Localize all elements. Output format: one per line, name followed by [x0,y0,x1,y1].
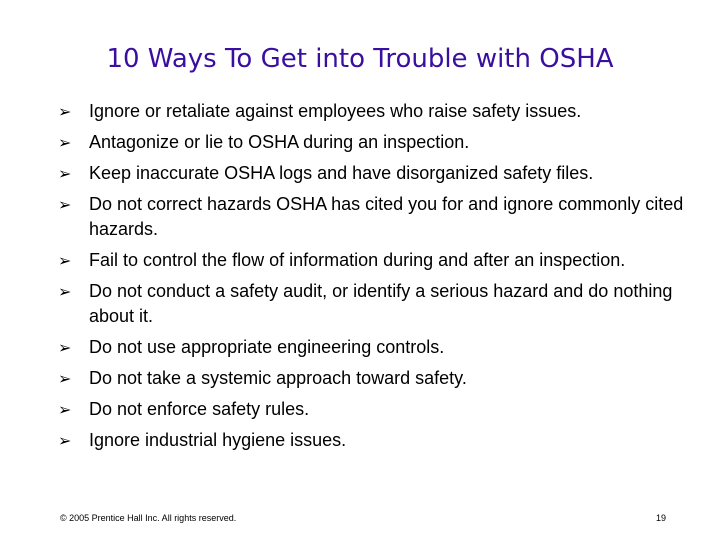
page-number: 19 [655,513,666,523]
list-item [58,161,688,186]
bullet-text: Fail to control the flow of information during and after an inspection. [89,250,626,270]
bullet-list [58,99,688,459]
bullet-text: Do not enforce safety rules. [89,399,310,419]
slide-title: 10 Ways To Get into Trouble with OSHA [106,44,614,74]
bullet-text: Antagonize or lie to OSHA during an inspection. [89,132,470,152]
bullet-text: Do not use appropriate engineering controls. [89,337,445,357]
list-item [58,192,688,242]
bullet-text: Ignore or retaliate against employees who raise safety issues. [89,101,582,121]
arrowhead-bullet-icon: ➢ [58,251,72,270]
list-item [58,99,688,124]
list-item [58,335,688,360]
list-item [58,397,688,422]
list-item [58,248,688,273]
arrowhead-bullet-icon: ➢ [58,338,72,357]
arrowhead-bullet-icon: ➢ [58,400,72,419]
arrowhead-bullet-icon: ➢ [58,369,72,388]
list-item [58,130,688,155]
bullet-text: Do not conduct a safety audit, or identify a serious hazard and do nothing about it. [89,281,673,326]
bullet-text: Do not take a systemic approach toward safety. [89,368,467,388]
arrowhead-bullet-icon: ➢ [58,431,72,450]
arrowhead-bullet-icon: ➢ [58,195,72,214]
arrowhead-bullet-icon: ➢ [58,133,72,152]
arrowhead-bullet-icon: ➢ [58,282,72,301]
arrowhead-bullet-icon: ➢ [58,102,72,121]
arrowhead-bullet-icon: ➢ [58,164,72,183]
bullet-text: Do not correct hazards OSHA has cited you for and ignore commonly cited hazards. [89,194,684,239]
list-item [58,428,688,453]
list-item [58,279,688,329]
list-item [58,366,688,391]
bullet-text: Ignore industrial hygiene issues. [89,430,347,450]
bullet-text: Keep inaccurate OSHA logs and have disorganized safety files. [89,163,594,183]
footer-copyright: © 2005 Prentice Hall Inc. All rights reserved. [60,513,237,523]
